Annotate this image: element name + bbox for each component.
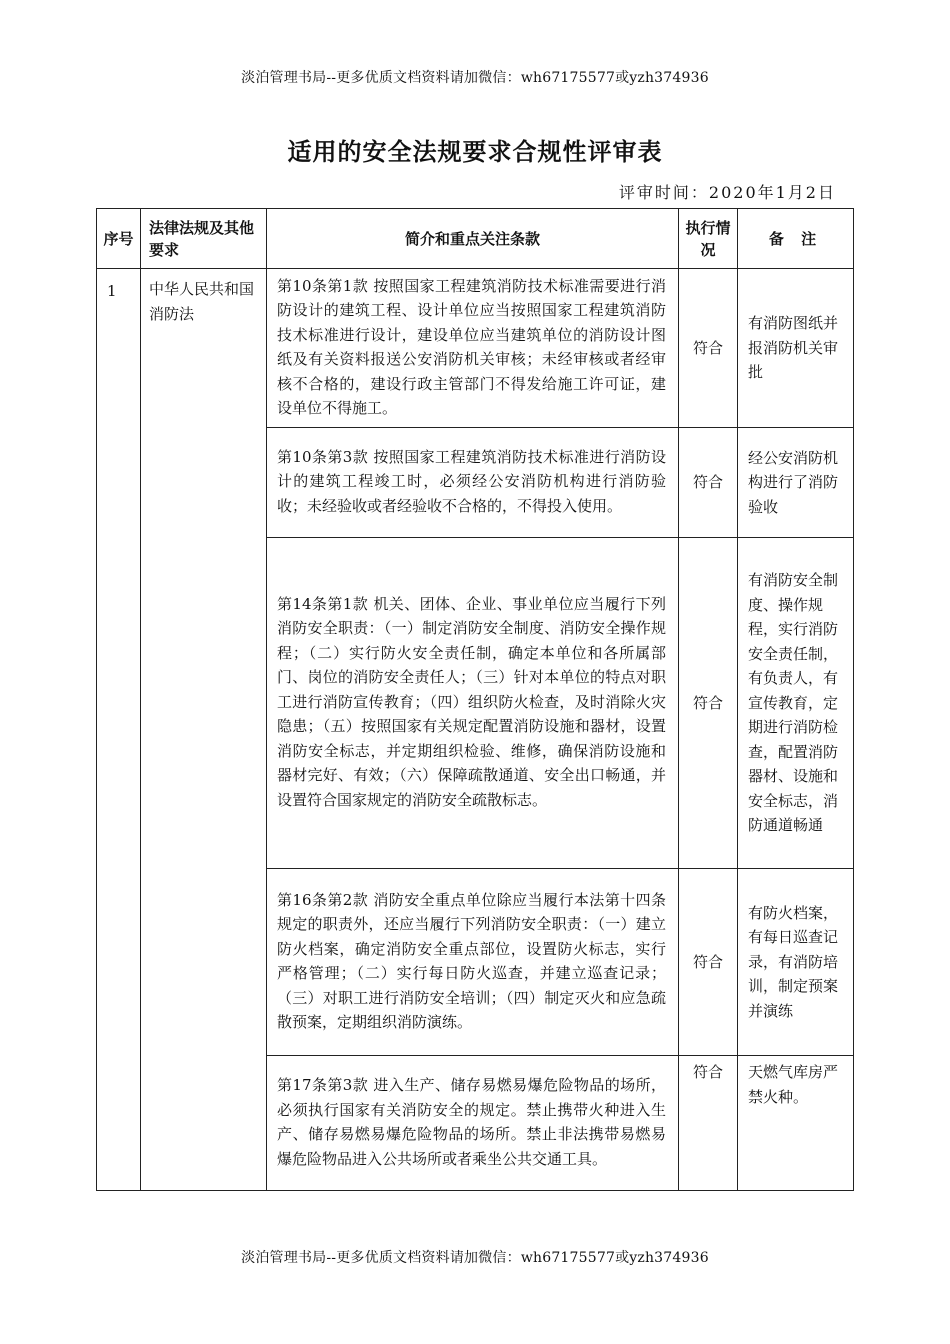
- clause-description: 第16条第2款 消防安全重点单位除应当履行本法第十四条规定的职责外，还应当履行下列消防安全职责：（一）建立防火档案，确定消防安全重点部位，设置防火标志，实行严格管理；（二）实行每日防火巡查，并建立巡查记录；（三）对职工进行消防安全培训；（四）制定灭火和应急疏散预案，定期组织消防演练。: [267, 869, 679, 1056]
- remark: 有消防安全制度、操作规程，实行消防安全责任制，有负责人，有宣传教育，定期进行消防检查，配置消防器材、设施和安全标志，消防通道畅通: [738, 538, 854, 869]
- remark: 有防火档案，有每日巡查记录，有消防培训，制定预案并演练: [738, 869, 854, 1056]
- execution-status: 符合: [679, 869, 738, 1056]
- header-note: 淡泊管理书局--更多优质文档资料请加微信：wh67175577或yzh374936: [241, 70, 709, 86]
- review-date: 评审时间：2020年1月2日: [618, 183, 836, 202]
- execution-status: 符合: [679, 428, 738, 538]
- execution-status: 符合: [679, 1056, 738, 1191]
- page-title: 适用的安全法规要求合规性评审表: [287, 138, 663, 166]
- remark: 天燃气库房严禁火种。: [738, 1056, 854, 1191]
- table-header-row: [97, 209, 854, 269]
- header-note-col: 备 注: [738, 209, 854, 269]
- header-desc: 简介和重点关注条款: [267, 209, 679, 269]
- clause-description: 第10条第3款 按照国家工程建筑消防技术标准进行消防设计的建筑工程竣工时，必须经公安消防机构进行消防验收；未经验收或者经验收不合格的，不得投入使用。: [267, 428, 679, 538]
- table-row: [97, 269, 854, 428]
- header-no: 序号: [97, 209, 141, 269]
- law-name: 中华人民共和国消防法: [141, 269, 267, 1191]
- clause-description: 第10条第1款 按照国家工程建筑消防技术标准需要进行消防设计的建筑工程、设计单位应当按照国家工程建筑消防技术标准进行设计，建设单位应当建筑单位的消防设计图纸及有关资料报送公安消防机关审核；未经审核或者经审核不合格的，建设行政主管部门不得发给施工许可证，建设单位不得施工。: [267, 269, 679, 428]
- compliance-review-table: [96, 208, 854, 1191]
- row-number: 1: [97, 269, 141, 1191]
- footer-note: 淡泊管理书局--更多优质文档资料请加微信：wh67175577或yzh374936: [241, 1250, 709, 1266]
- remark: 有消防图纸并报消防机关审批: [738, 269, 854, 428]
- clause-description: 第17条第3款 进入生产、储存易燃易爆危险物品的场所，必须执行国家有关消防安全的规定。禁止携带火种进入生产、储存易燃易爆危险物品的场所。禁止非法携带易燃易爆危险物品进入公共场所或者乘坐公共交通工具。: [267, 1056, 679, 1191]
- header-exec: 执行情况: [679, 209, 738, 269]
- execution-status: 符合: [679, 538, 738, 869]
- header-law: 法律法规及其他要求: [141, 209, 267, 269]
- execution-status: 符合: [679, 269, 738, 428]
- remark: 经公安消防机构进行了消防验收: [738, 428, 854, 538]
- clause-description: 第14条第1款 机关、团体、企业、事业单位应当履行下列消防安全职责：（一）制定消防安全制度、消防安全操作规程；（二）实行防火安全责任制，确定本单位和各所属部门、岗位的消防安全责任人；（三）针对本单位的特点对职工进行消防宣传教育；（四）组织防火检查，及时消除火灾隐患；（五）按照国家有关规定配置消防设施和器材，设置消防安全标志，并定期组织检验、维修，确保消防设施和器材完好、有效；（六）保障疏散通道、安全出口畅通，并设置符合国家规定的消防安全疏散标志。: [267, 538, 679, 869]
